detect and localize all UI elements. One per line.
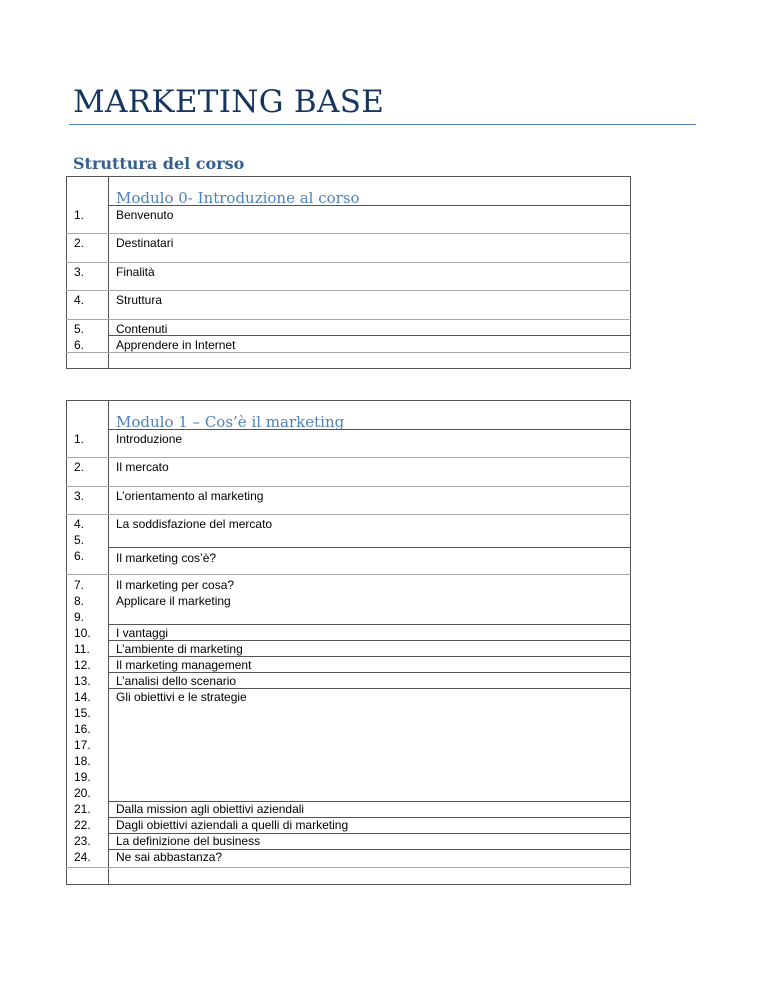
row-number: 18. bbox=[74, 754, 91, 768]
row-number: 22. bbox=[74, 818, 91, 832]
row-label: Struttura bbox=[116, 293, 163, 307]
row-number: 8. bbox=[74, 594, 85, 608]
row-number: 13. bbox=[74, 674, 91, 688]
row-number: 3. bbox=[74, 489, 85, 503]
row-label: Gli obiettivi e le strategie bbox=[116, 690, 247, 704]
row-label: Il mercato bbox=[116, 460, 169, 474]
row-number: 7. bbox=[74, 578, 85, 592]
module-0-table bbox=[66, 176, 631, 369]
row-label: Apprendere in Internet bbox=[116, 338, 236, 352]
row-number: 6. bbox=[74, 338, 85, 352]
section-heading: Struttura del corso bbox=[73, 154, 245, 173]
row-number: 15. bbox=[74, 706, 91, 720]
row-number: 9. bbox=[74, 610, 85, 624]
row-number: 11. bbox=[74, 642, 90, 656]
row-number: 14. bbox=[74, 690, 91, 704]
row-number: 6. bbox=[74, 549, 85, 563]
row-number: 5. bbox=[74, 322, 85, 336]
row-label: Destinatari bbox=[116, 236, 174, 250]
row-number: 23. bbox=[74, 834, 91, 848]
document-title: MARKETING BASE bbox=[73, 84, 385, 120]
row-number: 4. bbox=[74, 293, 85, 307]
module-0-title: Modulo 0- Introduzione al corso bbox=[116, 189, 360, 207]
row-number: 4. bbox=[74, 517, 85, 531]
module-1-title: Modulo 1 – Cos’è il marketing bbox=[116, 413, 345, 431]
title-underline bbox=[69, 124, 696, 125]
row-label: Applicare il marketing bbox=[116, 594, 231, 608]
module-1-table bbox=[66, 400, 631, 885]
row-number: 2. bbox=[74, 460, 85, 474]
row-number: 16. bbox=[74, 722, 91, 736]
row-number: 1. bbox=[74, 208, 85, 222]
row-label: L’ambiente di marketing bbox=[116, 642, 243, 656]
row-number: 3. bbox=[74, 265, 85, 279]
row-number: 24. bbox=[74, 850, 91, 864]
row-number: 21. bbox=[74, 802, 91, 816]
row-label: La definizione del business bbox=[116, 834, 261, 848]
row-number: 17. bbox=[74, 738, 91, 752]
row-label: Il marketing per cosa? bbox=[116, 578, 235, 592]
row-label: Introduzione bbox=[116, 432, 183, 446]
row-label: Dagli obiettivi aziendali a quelli di marketing bbox=[116, 818, 349, 832]
row-label: Il marketing management bbox=[116, 658, 252, 672]
row-number: 20. bbox=[74, 786, 91, 800]
row-label: L’analisi dello scenario bbox=[116, 674, 237, 688]
row-number: 1. bbox=[74, 432, 85, 446]
row-label: Dalla mission agli obiettivi aziendali bbox=[116, 802, 305, 816]
row-label: Ne sai abbastanza? bbox=[116, 850, 223, 864]
row-number: 19. bbox=[74, 770, 91, 784]
row-label: Il marketing cos’è? bbox=[116, 551, 217, 565]
row-label: I vantaggi bbox=[116, 626, 169, 640]
row-label: Contenuti bbox=[116, 322, 168, 336]
row-label: La soddisfazione del mercato bbox=[116, 517, 273, 531]
row-label: Finalità bbox=[116, 265, 155, 279]
row-number: 2. bbox=[74, 236, 85, 250]
row-label: L’orientamento al marketing bbox=[116, 489, 264, 503]
row-number: 12. bbox=[74, 658, 91, 672]
row-number: 5. bbox=[74, 533, 85, 547]
row-label: Benvenuto bbox=[116, 208, 174, 222]
row-number: 10. bbox=[74, 626, 91, 640]
